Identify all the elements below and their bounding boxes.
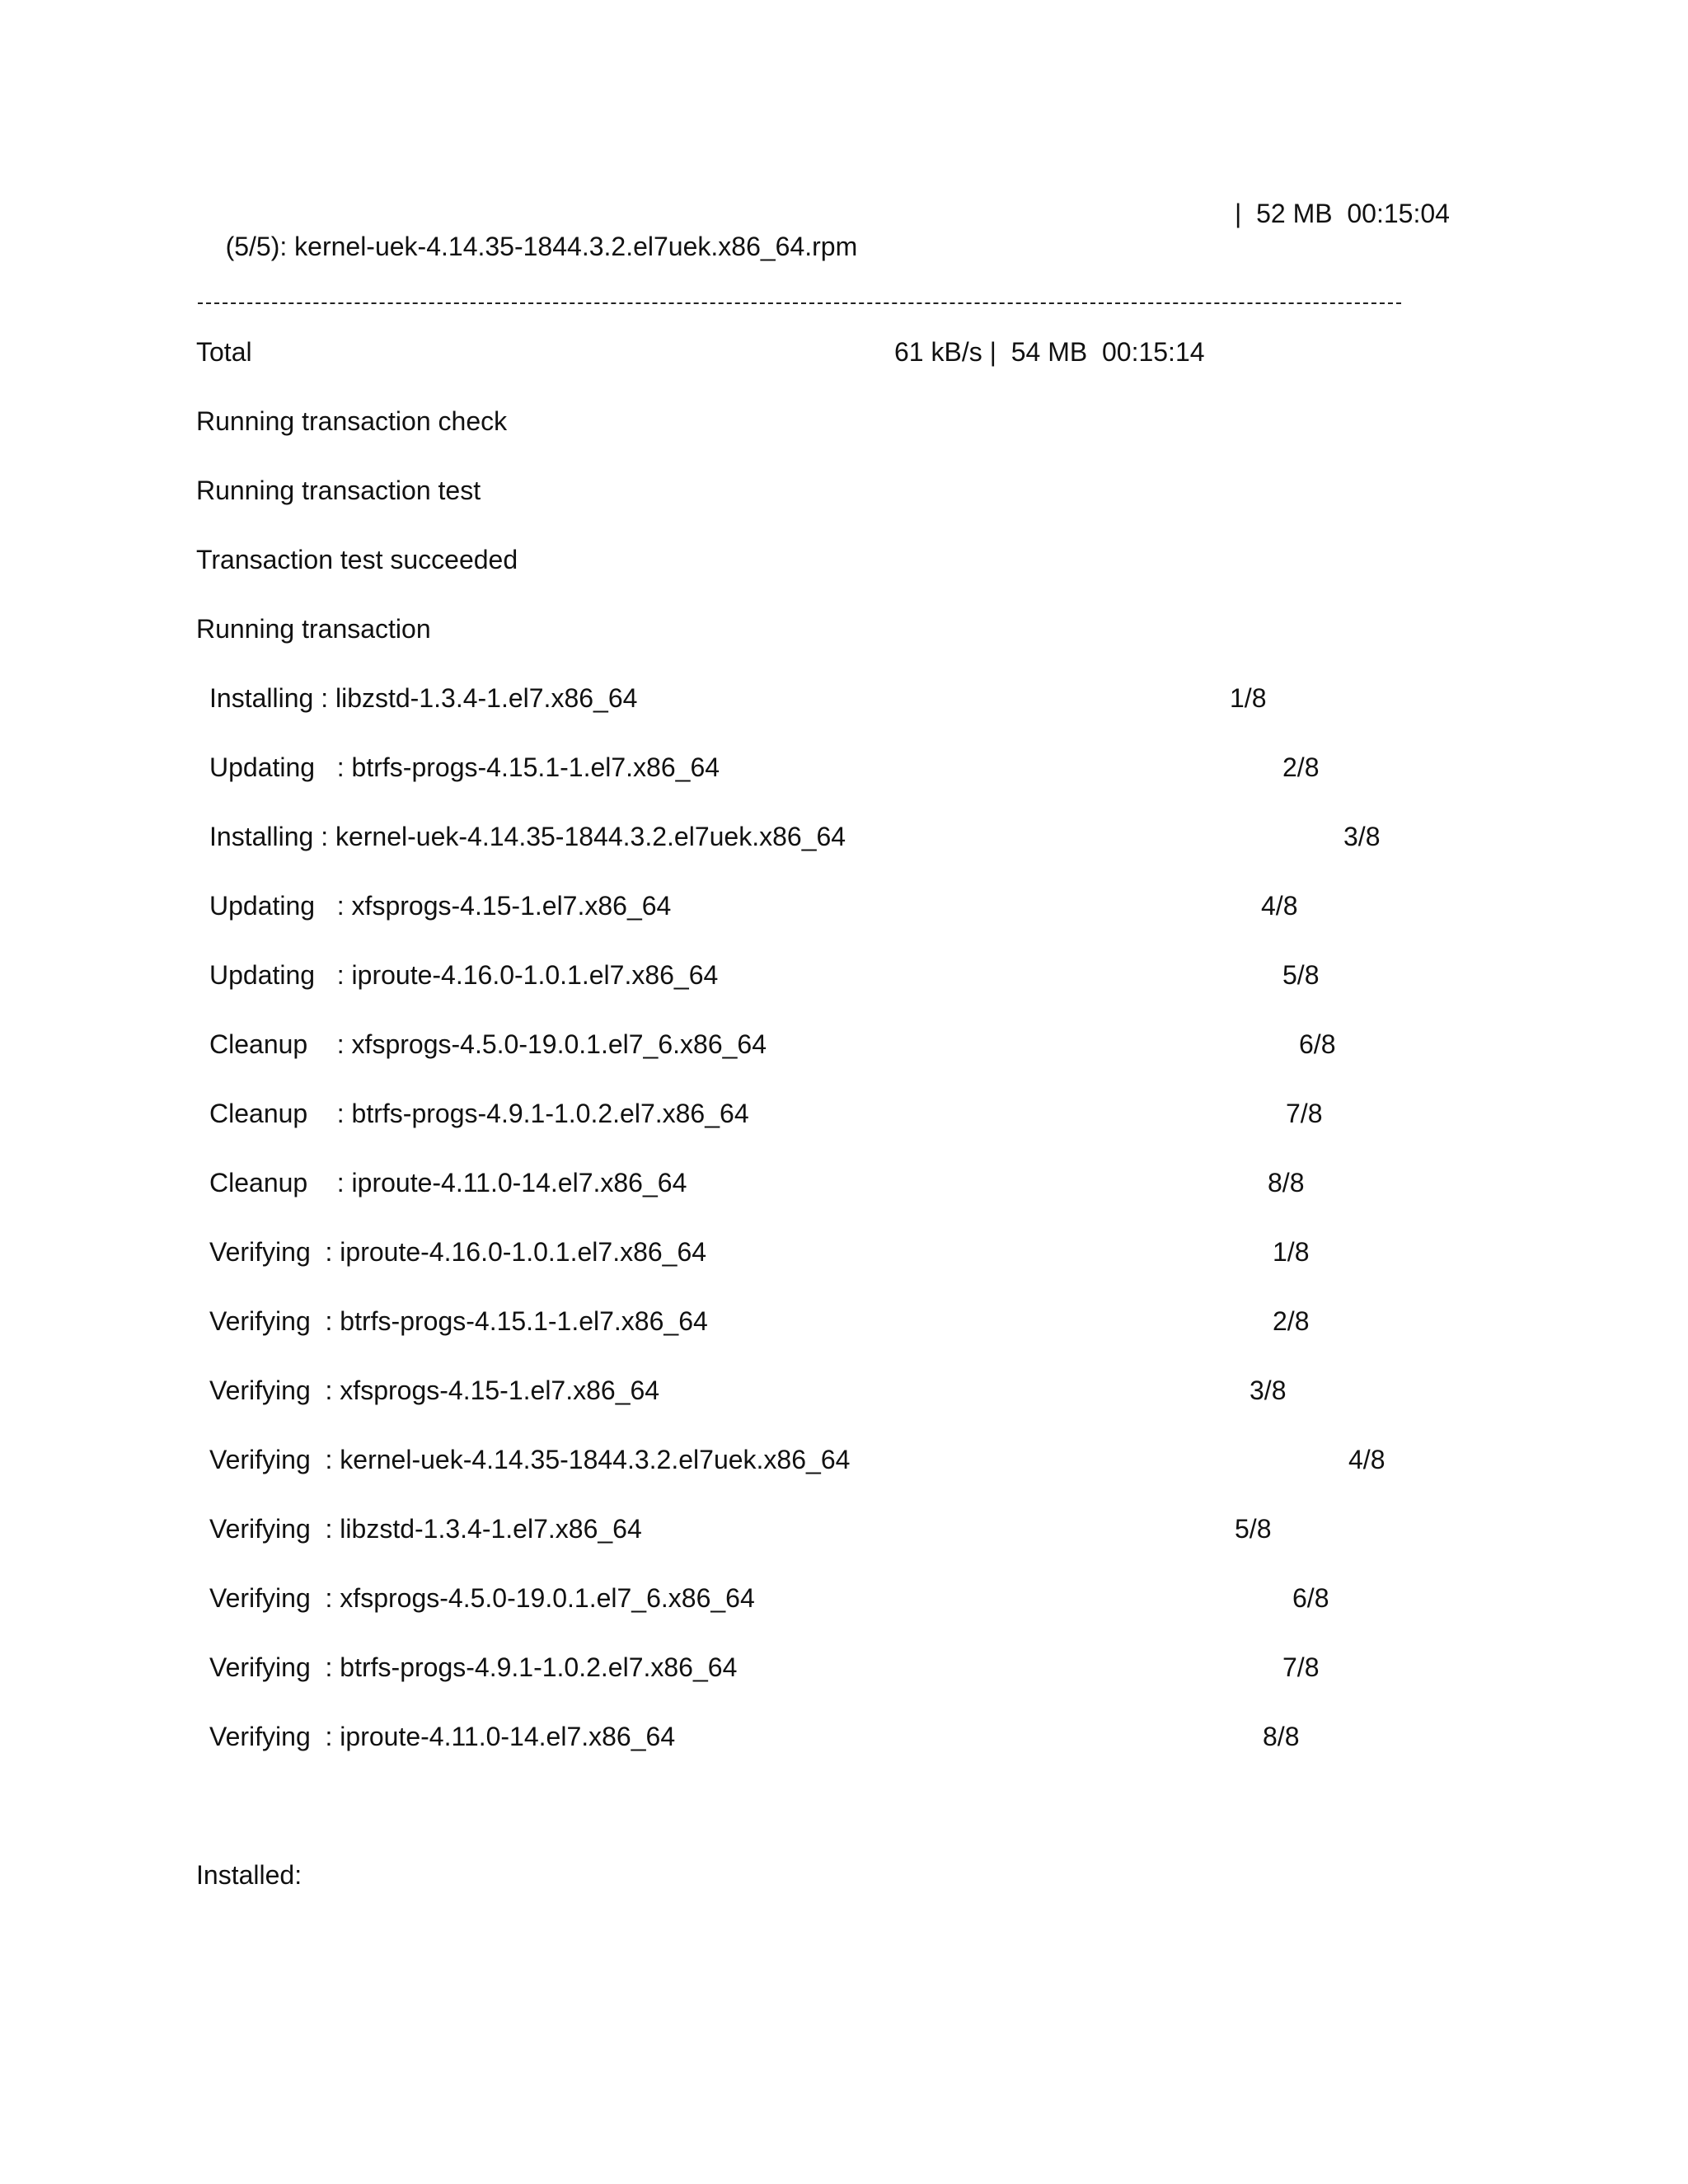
status-line: Running transaction check bbox=[196, 406, 508, 436]
step-text: Installing : kernel-uek-4.14.35-1844.3.2.el7uek.x86_64 bbox=[209, 822, 846, 851]
total-stats: 61 kB/s | 54 MB 00:15:14 bbox=[894, 337, 1205, 367]
step-progress: 5/8 bbox=[1235, 1514, 1272, 1544]
step-progress: 4/8 bbox=[1348, 1445, 1386, 1474]
step-text: Cleanup : iproute-4.11.0-14.el7.x86_64 bbox=[209, 1168, 687, 1197]
step-text: Verifying : libzstd-1.3.4-1.el7.x86_64 bbox=[209, 1514, 642, 1544]
status-line: Transaction test succeeded bbox=[196, 545, 518, 574]
step-progress: 6/8 bbox=[1299, 1029, 1336, 1059]
step-progress: 4/8 bbox=[1261, 891, 1298, 921]
step-progress: 8/8 bbox=[1268, 1168, 1305, 1197]
total-label: Total bbox=[196, 337, 252, 367]
separator-line bbox=[198, 276, 1401, 304]
step-text: Cleanup : btrfs-progs-4.9.1-1.0.2.el7.x86_64 bbox=[209, 1099, 749, 1128]
step-progress: 7/8 bbox=[1286, 1099, 1323, 1128]
step-text: Cleanup : xfsprogs-4.5.0-19.0.1.el7_6.x86_64 bbox=[209, 1029, 767, 1059]
download-file-name: (5/5): kernel-uek-4.14.35-1844.3.2.el7uek.x86_64.rpm bbox=[225, 232, 858, 261]
step-text: Updating : iproute-4.16.0-1.0.1.el7.x86_64 bbox=[209, 960, 719, 990]
installed-label: Installed: bbox=[196, 1860, 302, 1890]
step-text: Updating : xfsprogs-4.15-1.el7.x86_64 bbox=[209, 891, 672, 921]
step-progress: 5/8 bbox=[1282, 960, 1320, 990]
step-progress: 3/8 bbox=[1343, 822, 1381, 851]
step-progress: 7/8 bbox=[1282, 1652, 1320, 1682]
step-progress: 1/8 bbox=[1230, 683, 1267, 713]
step-progress: 2/8 bbox=[1273, 1306, 1310, 1336]
step-progress: 1/8 bbox=[1273, 1237, 1310, 1267]
step-text: Verifying : kernel-uek-4.14.35-1844.3.2.el7uek.x86_64 bbox=[209, 1445, 851, 1474]
step-text: Verifying : iproute-4.11.0-14.el7.x86_64 bbox=[209, 1722, 676, 1751]
step-text: Verifying : iproute-4.16.0-1.0.1.el7.x86_64 bbox=[209, 1237, 707, 1267]
step-progress: 3/8 bbox=[1250, 1376, 1287, 1405]
step-progress: 8/8 bbox=[1263, 1722, 1300, 1751]
status-line: Running transaction test bbox=[196, 476, 481, 505]
status-line: Running transaction bbox=[196, 614, 431, 644]
step-text: Verifying : xfsprogs-4.15-1.el7.x86_64 bbox=[209, 1376, 660, 1405]
step-text: Verifying : btrfs-progs-4.9.1-1.0.2.el7.x86_64 bbox=[209, 1652, 738, 1682]
step-progress: 6/8 bbox=[1292, 1583, 1329, 1613]
step-progress: 2/8 bbox=[1282, 752, 1320, 782]
download-stats: | 52 MB 00:15:04 bbox=[1235, 199, 1450, 228]
step-text: Verifying : xfsprogs-4.5.0-19.0.1.el7_6.x86_64 bbox=[209, 1583, 755, 1613]
step-text: Installing : libzstd-1.3.4-1.el7.x86_64 bbox=[209, 683, 638, 713]
step-text: Updating : btrfs-progs-4.15.1-1.el7.x86_64 bbox=[209, 752, 720, 782]
step-text: Verifying : btrfs-progs-4.15.1-1.el7.x86_64 bbox=[209, 1306, 708, 1336]
